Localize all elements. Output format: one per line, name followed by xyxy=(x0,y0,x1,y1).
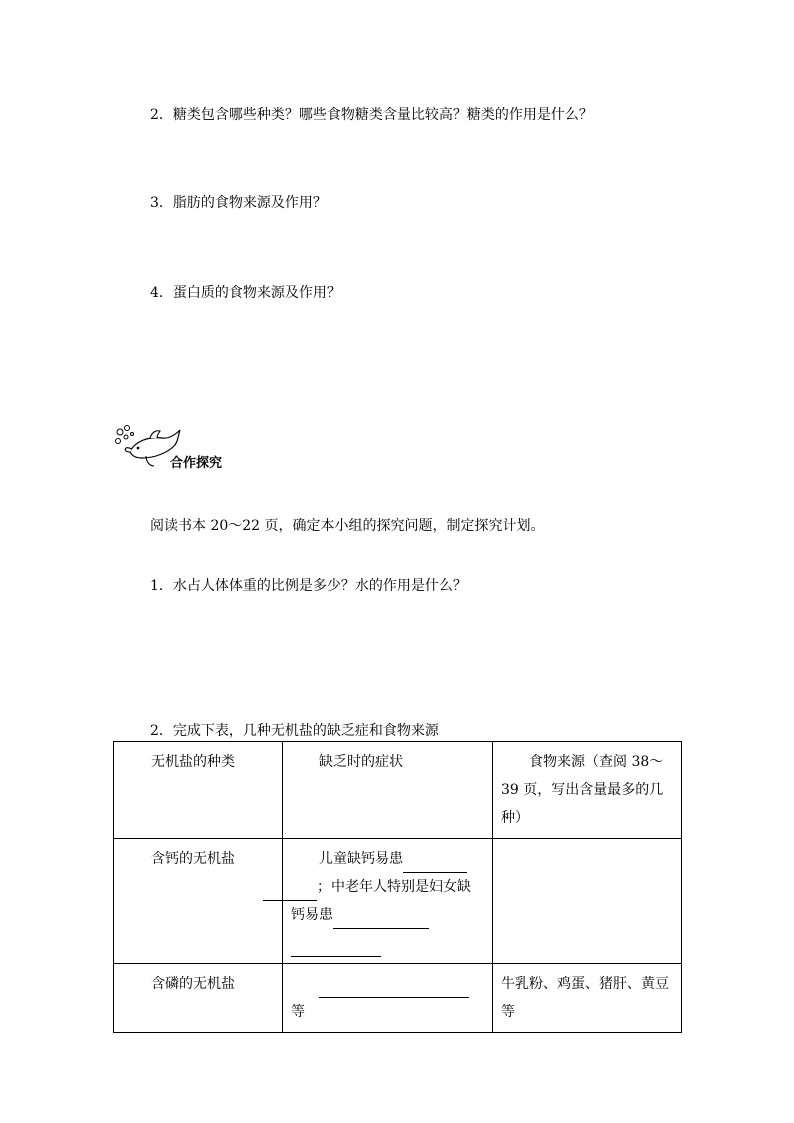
phosphorus-food-source: 牛乳粉、鸡蛋、猪肝、黄豆等 xyxy=(493,964,682,1033)
mineral-calcium: 含钙的无机盐 xyxy=(114,839,283,964)
question-3: 3．脂肪的食物来源及作用？ xyxy=(150,195,327,211)
section-intro: 阅读书本 20～22 页，确定本小组的探究问题，制定探究计划。 xyxy=(150,518,545,534)
section-title: 合作探究 xyxy=(170,456,223,471)
water-question: 1．水占人体体重的比例是多少？水的作用是什么？ xyxy=(150,578,467,594)
table-instruction: 2．完成下表，几种无机盐的缺乏症和食物来源 xyxy=(150,723,439,739)
calcium-symptom-children: 儿童缺钙易患 xyxy=(319,851,403,867)
table-row xyxy=(114,964,682,1033)
calcium-blank-2[interactable] xyxy=(263,882,317,901)
mineral-phosphorus: 含磷的无机盐 xyxy=(114,964,283,1033)
calcium-food-source[interactable] xyxy=(493,839,682,964)
calcium-symptoms xyxy=(283,839,493,964)
phosphorus-symptoms xyxy=(283,964,493,1033)
header-food-source: 食物来源（查阅 38～39 页，写出含量最多的几种） xyxy=(493,742,682,839)
header-deficiency-symptoms: 缺乏时的症状 xyxy=(283,742,493,839)
calcium-blank-3[interactable] xyxy=(333,910,429,929)
calcium-blank-4[interactable] xyxy=(291,938,381,957)
header-mineral-type: 无机盐的种类 xyxy=(114,742,283,839)
calcium-symptom-elderly: ；中老年人特别是妇女缺钙易患 xyxy=(291,879,471,923)
calcium-blank-1[interactable] xyxy=(403,854,467,873)
table-row xyxy=(114,839,682,964)
table-header-row xyxy=(114,742,682,839)
mineral-table xyxy=(113,741,682,1033)
phosphorus-blank[interactable] xyxy=(319,979,469,998)
question-4: 4．蛋白质的食物来源及作用？ xyxy=(150,285,341,301)
question-2: 2．糖类包含哪些种类？哪些食物糖类含量比较高？糖类的作用是什么？ xyxy=(150,107,593,123)
phosphorus-symptom-suffix: 等 xyxy=(291,1004,305,1020)
